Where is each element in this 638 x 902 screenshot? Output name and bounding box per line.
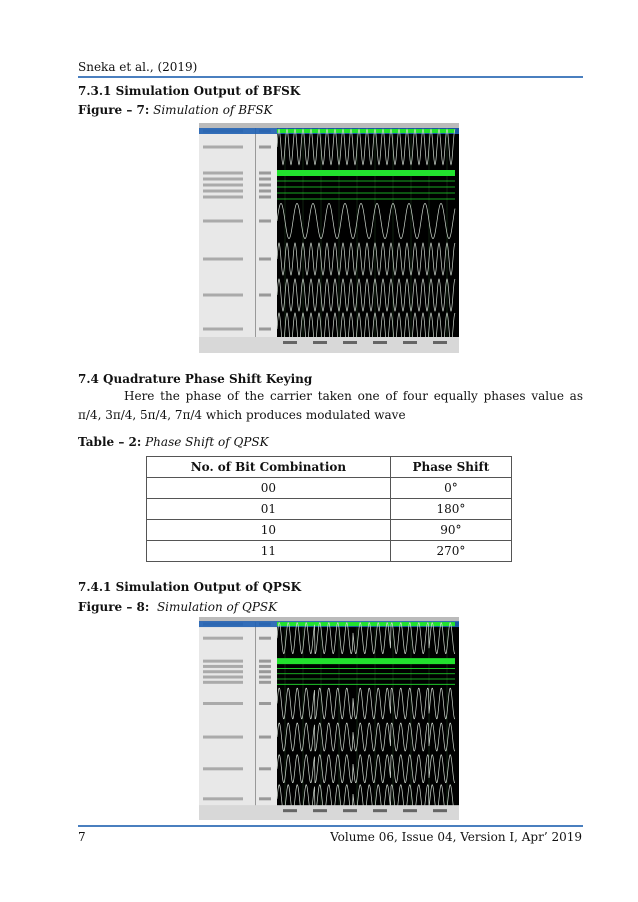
signal-name-panel xyxy=(199,617,277,820)
signal-value xyxy=(259,184,271,187)
table-row xyxy=(147,541,512,562)
bfsk-waveform-figure xyxy=(199,123,459,353)
signal-name-row xyxy=(203,637,243,640)
time-tick-label xyxy=(283,341,297,344)
time-tick-label xyxy=(343,809,357,812)
time-ruler xyxy=(199,337,459,353)
signal-value xyxy=(259,220,271,223)
figure-8-label: Figure – 8: xyxy=(78,600,150,614)
table-cell-phase: 0° xyxy=(390,478,511,499)
table-cell-phase: 180° xyxy=(390,499,511,520)
table-2-title: Phase Shift of QPSK xyxy=(145,435,269,449)
table-cell-phase: 270° xyxy=(390,541,511,562)
signal-name-row xyxy=(203,665,243,668)
figure-8-title: Simulation of QPSK xyxy=(156,600,278,614)
figure-7-label: Figure – 7: xyxy=(78,103,150,117)
signal-value xyxy=(259,258,271,261)
figure-8-caption xyxy=(78,600,277,614)
running-header xyxy=(78,60,197,74)
table-2-caption xyxy=(78,435,269,449)
time-ruler xyxy=(199,805,459,820)
table-row xyxy=(147,520,512,541)
time-tick-label xyxy=(403,809,417,812)
figure-7-caption xyxy=(78,103,273,117)
signal-name-row xyxy=(203,676,243,679)
section-heading-qpsk: 7.4 Quadrature Phase Shift Keying xyxy=(78,372,313,386)
signal-value xyxy=(259,676,271,679)
signal-value xyxy=(259,767,271,770)
table-row xyxy=(147,478,512,499)
qpsk-paragraph: Here the phase of the carrier taken one of four equally phases value as π/4, 3π/4, 5π/4, 7π/4 which produces modulated wave xyxy=(78,389,583,422)
signal-name-row xyxy=(203,670,243,673)
header-authors: Sneka et al., (2019) xyxy=(78,60,198,74)
table-row xyxy=(147,499,512,520)
signal-name-row xyxy=(203,767,243,770)
digital-bus xyxy=(277,170,455,176)
section-heading-bfsk: 7.3.1 Simulation Output of BFSK xyxy=(78,84,301,98)
journal-volume: Volume 06, Issue 04, Version I, Apr’ 2019 xyxy=(330,830,582,844)
time-tick-label xyxy=(433,341,447,344)
signal-name-row xyxy=(203,736,243,739)
time-tick-label xyxy=(373,809,387,812)
signal-name-row xyxy=(203,328,243,331)
signal-value xyxy=(259,681,271,684)
panel-divider xyxy=(255,123,256,353)
bfsk-simulation-image xyxy=(199,123,459,353)
signal-name-panel xyxy=(199,123,277,353)
table-header-phase-shift: Phase Shift xyxy=(390,457,511,478)
signal-name-row xyxy=(203,797,243,800)
signal-name-row xyxy=(203,294,243,297)
panel-divider xyxy=(255,617,256,820)
table-header-bit-combination: No. of Bit Combination xyxy=(147,457,391,478)
signal-name-row xyxy=(203,702,243,705)
signal-value xyxy=(259,172,271,175)
time-tick-label xyxy=(403,341,417,344)
signal-value xyxy=(259,670,271,673)
table-cell-bits: 11 xyxy=(147,541,391,562)
signal-value xyxy=(259,178,271,181)
messages-header-bar xyxy=(199,123,459,128)
signal-value xyxy=(259,196,271,199)
page-number: 7 xyxy=(78,830,86,844)
table-cell-bits: 00 xyxy=(147,478,391,499)
signal-name-row xyxy=(203,178,243,181)
phase-shift-table xyxy=(146,456,512,562)
table-2-label: Table – 2: xyxy=(78,435,142,449)
table-cell-bits: 01 xyxy=(147,499,391,520)
signal-value xyxy=(259,190,271,193)
footer-rule xyxy=(78,825,583,827)
signal-name-row xyxy=(203,258,243,261)
signal-name-row xyxy=(203,184,243,187)
figure-7-title: Simulation of BFSK xyxy=(153,103,273,117)
signal-value xyxy=(259,637,271,640)
qpsk-simulation-image xyxy=(199,617,459,820)
time-tick-label xyxy=(433,809,447,812)
signal-name-row xyxy=(203,220,243,223)
signal-name-row xyxy=(203,146,243,149)
table-cell-phase: 90° xyxy=(390,520,511,541)
signal-name-row xyxy=(203,172,243,175)
signal-value xyxy=(259,328,271,331)
signal-value xyxy=(259,665,271,668)
time-tick-label xyxy=(313,809,327,812)
time-tick-label xyxy=(283,809,297,812)
section-heading-qpsk-sim: 7.4.1 Simulation Output of QPSK xyxy=(78,580,302,594)
signal-name-row xyxy=(203,681,243,684)
time-tick-label xyxy=(313,341,327,344)
header-rule xyxy=(78,76,583,78)
table-cell-bits: 10 xyxy=(147,520,391,541)
signal-value xyxy=(259,660,271,663)
signal-value xyxy=(259,797,271,800)
signal-value xyxy=(259,702,271,705)
signal-name-row xyxy=(203,196,243,199)
signal-value xyxy=(259,736,271,739)
signal-value xyxy=(259,146,271,149)
time-tick-label xyxy=(343,341,357,344)
qpsk-waveform-figure xyxy=(199,617,459,820)
time-tick-label xyxy=(373,341,387,344)
signal-value xyxy=(259,294,271,297)
signal-name-row xyxy=(203,190,243,193)
table-header-row xyxy=(147,457,512,478)
digital-bus xyxy=(277,658,455,664)
signal-name-row xyxy=(203,660,243,663)
